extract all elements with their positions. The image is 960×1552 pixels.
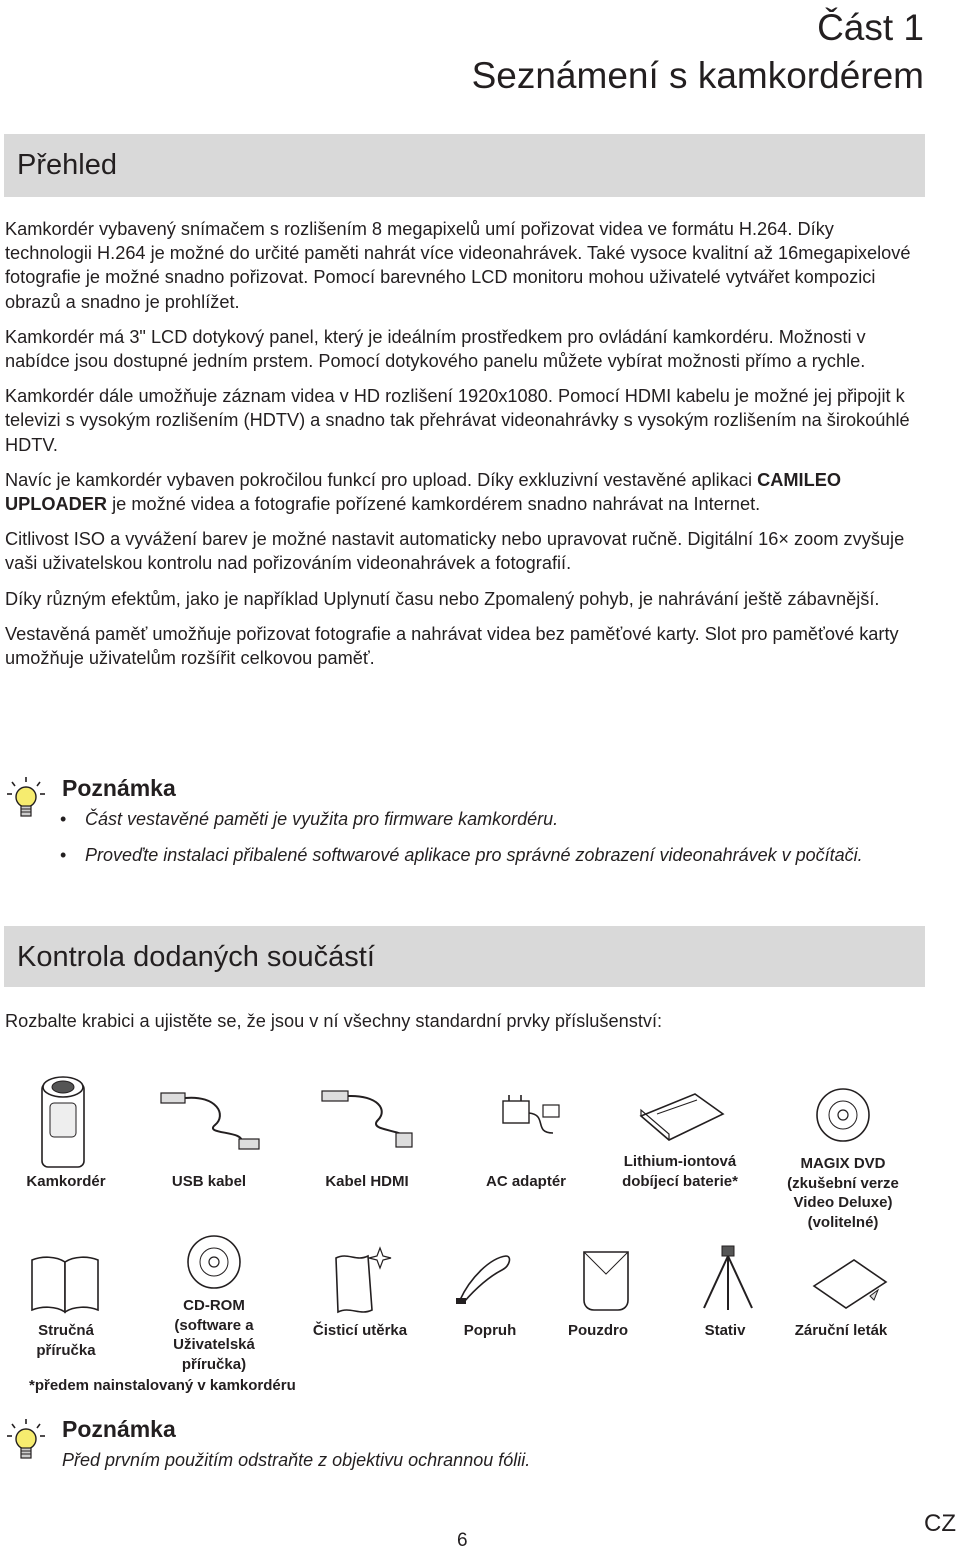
item-label: Lithium-iontová dobíjecí baterie*: [622, 1153, 738, 1190]
cloth-icon: [328, 1244, 396, 1320]
item-label: Záruční leták: [794, 1322, 888, 1339]
note-text: Před prvním použitím odstraňte z objektivu ochrannou fólii.: [62, 1450, 531, 1470]
paragraph: Vestavěná paměť umožňuje pořizovat fotografie a nahrávat videa bez paměťové karty. Slot pro paměťové karty umožňuje uživatelům rozšířit celkovou paměť.: [5, 623, 899, 669]
camcorder-icon: [36, 1073, 94, 1169]
tripod-icon: [696, 1242, 760, 1314]
pouch-icon: [580, 1248, 632, 1314]
overview-body: [5, 217, 920, 681]
item-label: AC adaptér: [485, 1173, 567, 1190]
note-title: Poznámka: [62, 1416, 176, 1442]
footnote: *předem nainstalovaný v kamkordéru: [29, 1377, 296, 1394]
lightbulb-icon: [4, 1417, 48, 1465]
list-item: • Část vestavěné paměti je využita pro firmware kamkordéru.: [60, 807, 880, 831]
section-bar-overview: [4, 134, 925, 197]
item-label: Kamkordér: [26, 1173, 106, 1190]
ac-adapter-icon: [493, 1085, 565, 1145]
section-title-package: Kontrola dodaných součástí: [17, 941, 375, 973]
language-code: CZ: [924, 1510, 956, 1537]
list-item: • Proveďte instalaci přibalené softwarové aplikace pro správné zobrazení videonahrávek v počítači.: [60, 843, 880, 867]
part-number: Část 1: [817, 7, 924, 48]
warranty-icon: [810, 1256, 890, 1312]
item-label: Pouzdro: [568, 1322, 628, 1339]
package-intro: Rozbalte krabici a ujistěte se, že jsou v ní všechny standardní prvky příslušenství:: [5, 1011, 663, 1031]
section-title-overview: Přehled: [17, 149, 117, 181]
hdmi-cable-icon: [318, 1085, 418, 1155]
item-label: Stativ: [704, 1322, 746, 1339]
dvd-icon: [813, 1085, 873, 1145]
part-title: Seznámení s kamkordérem: [471, 55, 924, 96]
part-heading: [472, 4, 924, 100]
paragraph: Kamkordér má 3" LCD dotykový panel, který je ideálním prostředkem pro ovládání kamkordéru. Možnosti v nabídce jsou dostupné jedním prstem. Pomocí dotykového panelu můžete vybírat možnosti přímo a rychle.: [5, 326, 866, 372]
battery-icon: [637, 1090, 727, 1144]
book-icon: [28, 1250, 102, 1318]
item-label: Kabel HDMI: [325, 1173, 409, 1190]
item-label: Popruh: [463, 1322, 517, 1339]
item-label: USB kabel: [171, 1173, 247, 1190]
item-label: MAGIX DVD (zkušební verze Video Deluxe) (volitelné): [787, 1155, 899, 1231]
item-label: CD-ROM (software a Uživatelská příručka): [173, 1297, 255, 1373]
paragraph: Kamkordér dále umožňuje záznam videa v HD rozlišení 1920x1080. Pomocí HDMI kabelu je možné jej připojit k televizi s vysokým rozlišením (HDTV) a snadno tak přehrávat videonahrávky s vysokým rozlišením na širokoúhlé HDTV.: [5, 386, 910, 455]
strap-icon: [450, 1248, 518, 1308]
note-title: Poznámka: [62, 775, 176, 801]
page-number: 6: [457, 1530, 468, 1551]
paragraph: Kamkordér vybavený snímačem s rozlišením 8 megapixelů umí pořizovat videa ve formátu H.264. Díky technologii H.264 je možné do určité paměti nahrát více videonahrávek. Také vysoce kvalitní až 16megapixelové fotografie je možné snadno pořizovat. Pomocí barevného LCD monitoru mohou uživatelé vytvářet kompozici obrazů a snadno je prohlížet.: [5, 219, 911, 312]
note-list: [60, 807, 880, 879]
paragraph: Navíc je kamkordér vybaven pokročilou funkcí pro upload. Díky exkluzivní vestavěné aplikaci CAMILEO UPLOADER je možné videa a fotografie pořízené kamkordérem snadno nahrávat na Internet.: [5, 469, 841, 515]
paragraph: Díky různým efektům, jako je například Uplynutí času nebo Zpomalený pohyb, je nahrávání ještě zábavnější.: [5, 588, 880, 609]
usb-cable-icon: [157, 1085, 269, 1155]
app-name: CAMILEO UPLOADER: [5, 469, 841, 515]
item-label: Stručná příručka: [36, 1322, 96, 1359]
section-bar-package: [4, 926, 925, 987]
lightbulb-icon: [4, 775, 48, 823]
paragraph: Citlivost ISO a vyvážení barev je možné nastavit automaticky nebo upravovat ručně. Digitální 16× zoom zvyšuje vaši uživatelskou kontrolu nad pořizováním videonahrávek a fotografií.: [5, 529, 905, 574]
cd-icon: [184, 1232, 244, 1292]
item-label: Čisticí utěrka: [312, 1322, 408, 1339]
